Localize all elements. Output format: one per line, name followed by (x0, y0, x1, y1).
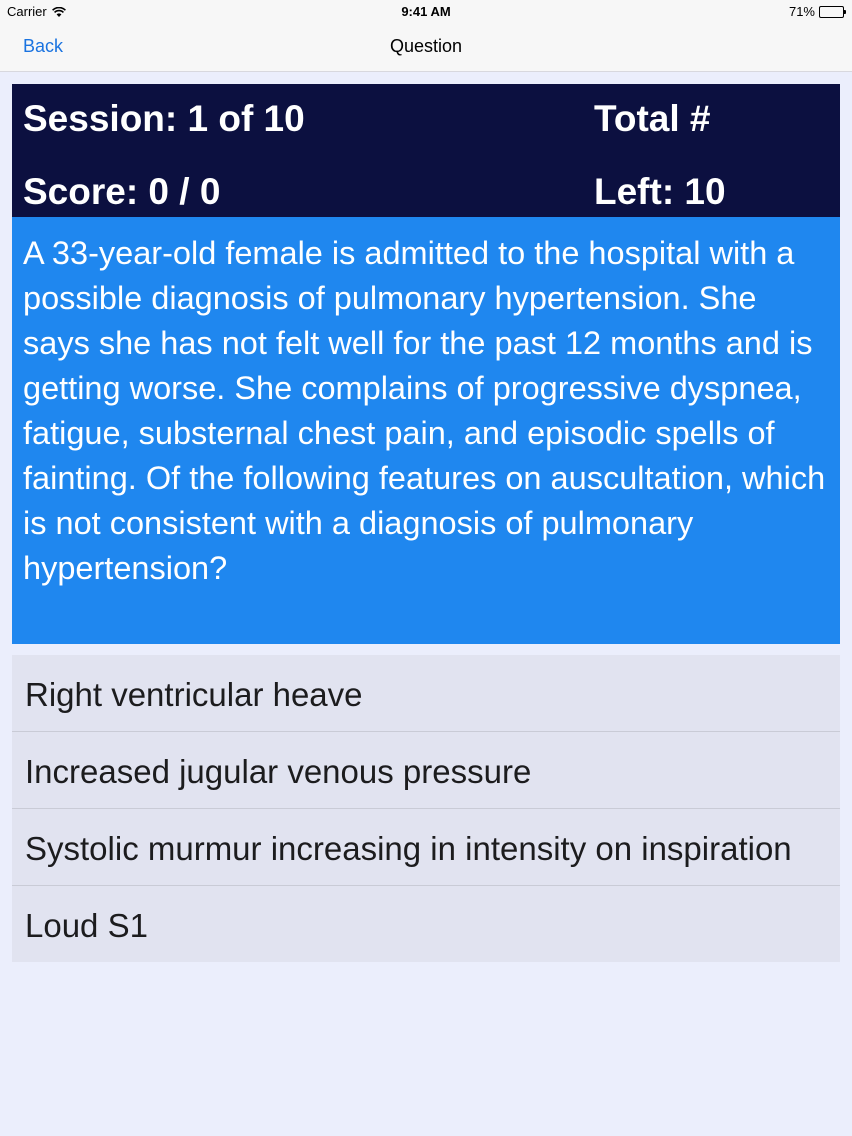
session-label: Session: 1 of 10 (23, 98, 305, 139)
answer-option-2[interactable]: Increased jugular venous pressure (12, 732, 840, 809)
answer-option-4[interactable]: Loud S1 (25, 907, 148, 944)
battery-percent: 71% (788, 4, 815, 19)
score-label: Score: 0 / 0 (23, 171, 221, 212)
battery-icon (819, 6, 844, 18)
score-panel (12, 84, 840, 217)
answer-list (12, 655, 840, 962)
status-bar (0, 0, 852, 22)
carrier-label: Carrier (7, 4, 47, 19)
back-button[interactable]: Back (23, 36, 64, 56)
battery-group (789, 4, 844, 19)
page-title: Question (389, 36, 463, 56)
answer-option-1[interactable]: Right ventricular heave (12, 655, 840, 732)
question-text: A 33-year-old female is admitted to the hospital with a possible diagnosis of pulmonary hypertension. She says she has not felt well for the past 12 months and is getting worse. She complains of progressive dyspnea, fatigue, substernal chest pain, and episodic spells of fainting. Of the following features on auscultation, which is not consistent with a diagnosis of pulmonary hypertension? (12, 217, 840, 644)
navigation-bar (0, 22, 852, 72)
answer-option-3[interactable]: Systolic murmur increasing in intensity on inspiration (12, 809, 840, 886)
status-time: 9:41 AM (401, 4, 451, 19)
total-label: Total # (594, 98, 711, 139)
left-label: Left: 10 (594, 171, 726, 212)
